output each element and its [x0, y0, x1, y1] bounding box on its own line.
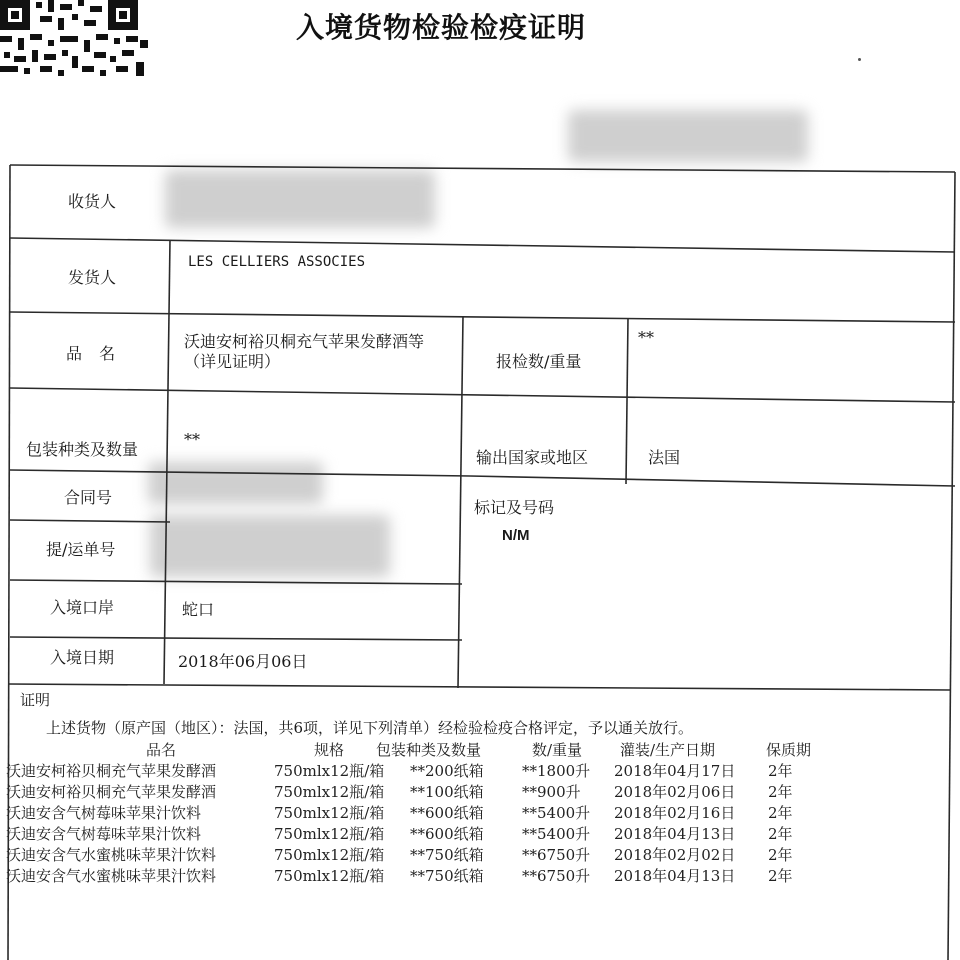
cell-spec: 750mlx12瓶/箱: [274, 825, 385, 843]
cell-qty: **6750升: [522, 867, 591, 885]
cell-packing: **200纸箱: [410, 762, 484, 780]
cell-packing: **750纸箱: [410, 846, 484, 864]
certificate-statement: 上述货物（原产国（地区）：法国，共6项，详见下列清单）经检验检疫合格评定，予以通关放行。: [46, 719, 694, 737]
redaction-consignee: [165, 170, 435, 228]
product-label: 品 名: [66, 344, 122, 363]
export-country-label: 输出国家或地区: [476, 448, 589, 467]
cell-name: 沃迪安柯裕贝桐充气苹果发酵酒: [6, 762, 217, 780]
cell-name: 沃迪安含气水蜜桃味苹果汁饮料: [6, 846, 217, 864]
bill-label: 提/运单号: [46, 540, 116, 559]
cell-name: 沃迪安含气树莓味苹果汁饮料: [6, 804, 202, 822]
cell-spec: 750mlx12瓶/箱: [274, 846, 385, 864]
cell-shelf: 2年: [768, 867, 793, 885]
col-qty-header: 数/重量: [532, 741, 583, 759]
declared-qty-value: **: [638, 328, 654, 347]
cell-shelf: 2年: [768, 825, 793, 843]
cell-date: 2018年04月17日: [614, 762, 736, 780]
export-country-value: 法国: [648, 448, 681, 467]
date-value: 2018年06月06日: [178, 652, 308, 671]
cell-qty: **6750升: [522, 846, 591, 864]
cell-shelf: 2年: [768, 804, 793, 822]
cell-spec: 750mlx12瓶/箱: [274, 783, 385, 801]
cell-spec: 750mlx12瓶/箱: [274, 867, 385, 885]
qr-code: [0, 0, 150, 78]
col-name-header: 品名: [146, 741, 177, 759]
contract-label: 合同号: [64, 488, 113, 507]
certificate-heading: 证明: [20, 691, 51, 709]
col-date-header: 灌装/生产日期: [620, 741, 716, 759]
cell-name: 沃迪安柯裕贝桐充气苹果发酵酒: [6, 783, 217, 801]
consignee-label: 收货人: [68, 192, 117, 211]
scan-speck: [858, 58, 861, 61]
col-shelf-header: 保质期: [766, 741, 812, 759]
packing-label: 包装种类及数量: [26, 440, 139, 459]
cell-name: 沃迪安含气水蜜桃味苹果汁饮料: [6, 867, 217, 885]
document-title: 入境货物检验检疫证明: [296, 11, 587, 44]
col-spec-header: 规格: [314, 741, 345, 759]
cell-date: 2018年04月13日: [614, 825, 736, 843]
port-label: 入境口岸: [50, 598, 115, 617]
declared-qty-label: 报检数/重量: [496, 352, 582, 371]
consignor-label: 发货人: [68, 268, 117, 287]
redaction-bill: [150, 515, 390, 577]
cell-spec: 750mlx12瓶/箱: [274, 804, 385, 822]
packing-value: **: [184, 430, 200, 449]
cell-name: 沃迪安含气树莓味苹果汁饮料: [6, 825, 202, 843]
marks-value: N/M: [502, 527, 530, 544]
cell-packing: **600纸箱: [410, 825, 484, 843]
cell-date: 2018年02月02日: [614, 846, 736, 864]
cell-spec: 750mlx12瓶/箱: [274, 762, 385, 780]
cell-qty: **5400升: [522, 804, 591, 822]
redaction-contract: [148, 462, 323, 504]
cell-packing: **600纸箱: [410, 804, 484, 822]
cell-date: 2018年02月06日: [614, 783, 736, 801]
cell-shelf: 2年: [768, 846, 793, 864]
marks-label: 标记及号码: [474, 498, 555, 517]
date-label: 入境日期: [50, 648, 115, 667]
cell-date: 2018年04月13日: [614, 867, 736, 885]
cell-qty: **900升: [522, 783, 581, 801]
port-value: 蛇口: [182, 600, 215, 619]
consignor-value: LES CELLIERS ASSOCIES: [188, 254, 366, 270]
cell-packing: **750纸箱: [410, 867, 484, 885]
cell-date: 2018年02月16日: [614, 804, 736, 822]
redaction-top-right: [568, 110, 808, 162]
cell-qty: **5400升: [522, 825, 591, 843]
cell-packing: **100纸箱: [410, 783, 484, 801]
product-value: 沃迪安柯裕贝桐充气苹果发酵酒等（详见证明）: [184, 332, 425, 371]
col-packing-header: 包装种类及数量: [376, 741, 482, 759]
cell-qty: **1800升: [522, 762, 591, 780]
cell-shelf: 2年: [768, 783, 793, 801]
cell-shelf: 2年: [768, 762, 793, 780]
